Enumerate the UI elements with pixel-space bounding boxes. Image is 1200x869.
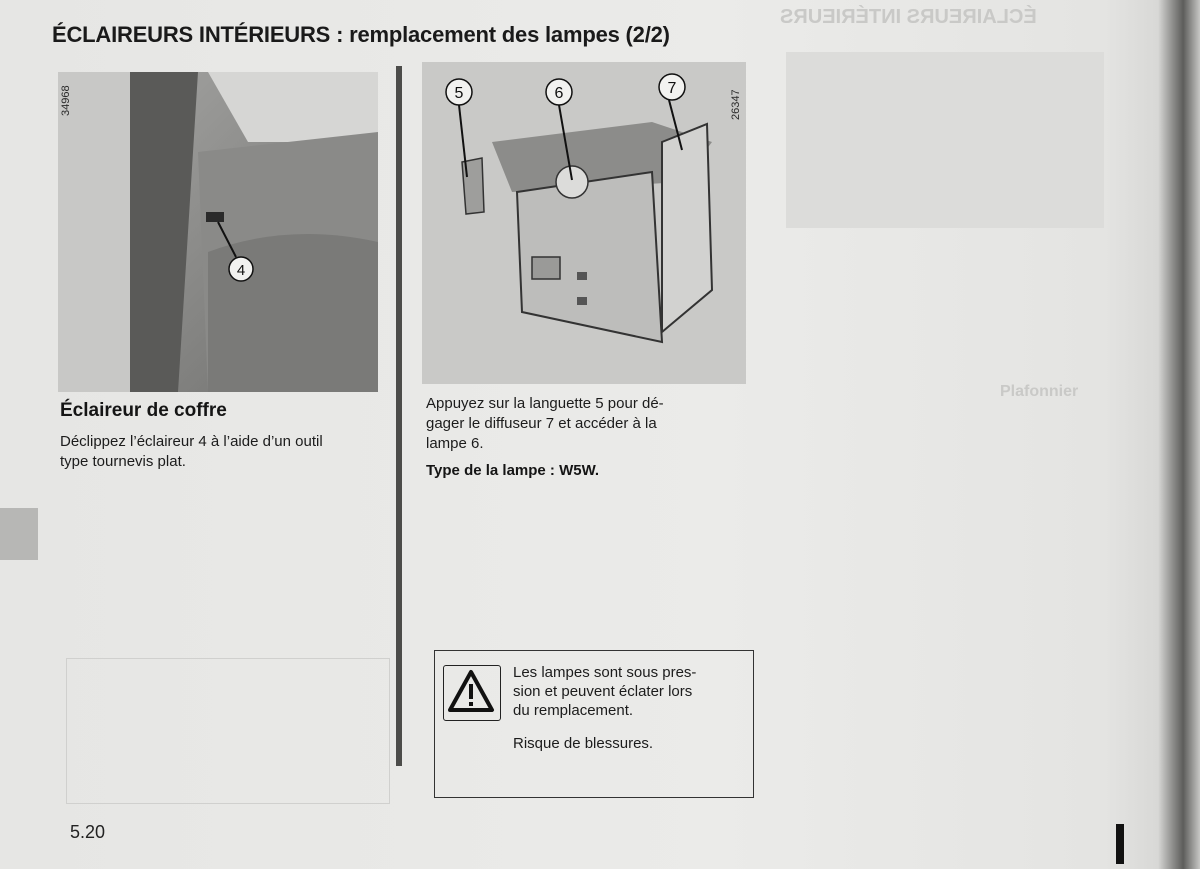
diffuser-photo [422, 62, 746, 384]
callout-5: 5 [454, 85, 464, 102]
trunk-lamp-instructions [60, 432, 390, 472]
trunk-lamp-illustration [58, 72, 378, 392]
warning-risk: Risque de blessures. [513, 735, 654, 752]
book-binding [1158, 0, 1200, 869]
trunk-lamp-photo [58, 72, 378, 392]
bleed-through-figure [786, 52, 1104, 228]
section-tab [0, 508, 38, 560]
warning-line: du remplacement. [513, 702, 634, 719]
callout-7: 7 [667, 80, 677, 97]
instruction-line: gager le diffuseur 7 et accéder à la [426, 415, 657, 432]
lamp-type: Type de la lampe : W5W. [426, 462, 600, 479]
column-divider [396, 66, 402, 766]
warning-text [513, 663, 745, 720]
callout-6: 6 [554, 85, 564, 102]
page-number: 5.20 [70, 822, 106, 842]
instruction-line: Appuyez sur la languette 5 pour dé- [426, 395, 664, 412]
bleed-through-header: ÉCLAIREURS INTÉRIEURS [780, 6, 1037, 28]
diffuser-instructions [426, 394, 748, 454]
edge-mark [1116, 824, 1124, 864]
instruction-line: Déclippez l’éclaireur 4 à l’aide d’un outil [60, 433, 323, 450]
warning-icon-frame [443, 665, 501, 721]
section-heading-trunk-lamp: Éclaireur de coffre [60, 400, 227, 421]
instruction-line: lampe 6. [426, 435, 484, 452]
bleed-through-plafonnier: Plafonnier [1000, 383, 1079, 400]
warning-line: sion et peuvent éclater lors [513, 683, 693, 700]
warning-line: Les lampes sont sous pres- [513, 664, 697, 681]
figure-right-id: 26347 [730, 89, 742, 120]
diffuser-illustration [422, 62, 746, 384]
warning-box [434, 650, 754, 798]
bleed-through-warning-box [66, 658, 390, 804]
warning-triangle-icon [444, 666, 498, 718]
figure-left-id: 34968 [60, 85, 72, 116]
callout-4: 4 [236, 262, 246, 279]
instruction-line: type tournevis plat. [60, 453, 186, 470]
page-title: ÉCLAIREURS INTÉRIEURS : remplacement des lampes (2/2) [52, 22, 670, 47]
